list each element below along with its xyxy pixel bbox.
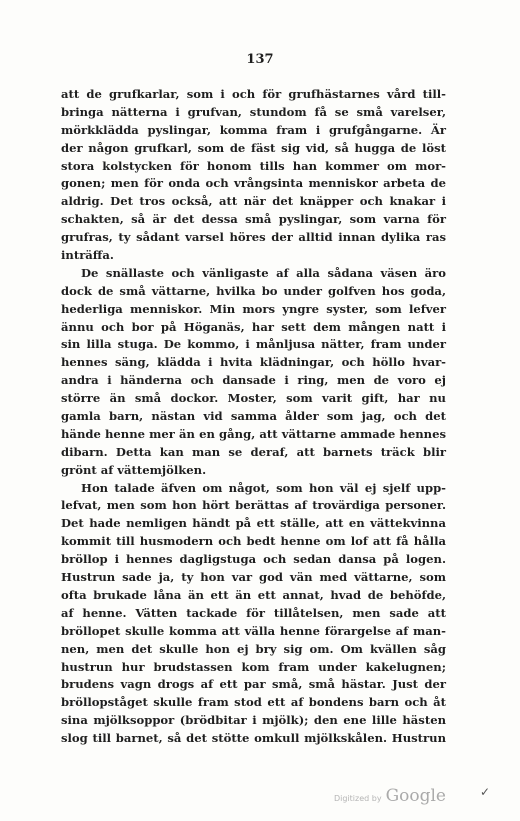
google-logo: Google: [385, 786, 446, 806]
body-text: [61, 86, 446, 748]
text-line: ännu och bor på Höganäs, har sett dem mången natt i: [61, 319, 446, 334]
text-line: hederliga menniskor. Min mors yngre syster, som lefver: [61, 301, 446, 316]
text-line: dock de små vättarne, hvilka bo under golfven hos goda,: [61, 283, 446, 298]
text-line: hände henne mer än en gång, att vättarne ammade hennes: [61, 426, 446, 441]
text-line: slog till barnet, så det stötte omkull mjölkskålen. Hustrun: [61, 731, 446, 746]
text-line: bröllop i hennes dagligstuga och sedan dansa på logen.: [61, 552, 446, 567]
text-line: lefvat, men som hon hört berättas af trovärdiga personer.: [61, 498, 446, 513]
text-line: brudens vagn drogs af ett par små, små hästar. Just der: [61, 677, 446, 692]
text-line: aldrig. Det tros också, att när det knäpper och knakar i: [61, 194, 446, 209]
text-line: andra i händerna och dansade i ring, men de voro ej: [61, 373, 446, 388]
text-line: bringa nätterna i grufvan, stundom få se små varelser,: [61, 104, 446, 119]
text-line: af henne. Vätten tackade för tillåtelsen, men sade att: [61, 605, 446, 620]
text-line: Hustrun sade ja, ty hon var god vän med vättarne, som: [61, 570, 446, 585]
text-line: större än små dockor. Moster, som varit gift, har nu: [61, 391, 446, 406]
text-line: De snällaste och vänligaste af alla sådana väsen äro: [81, 265, 446, 280]
text-line: gonen; men för onda och vrångsinta menniskor arbeta de: [61, 176, 446, 191]
text-line: hustrun hur brudstassen kom fram under kakelugnen;: [61, 659, 446, 674]
text-line: grufras, ty sådant varsel höres der alltid innan dylika ras: [61, 230, 446, 245]
text-line: hennes säng, klädda i hvita klädningar, och höllo hvar-: [61, 355, 446, 370]
margin-mark: ✓: [480, 785, 491, 799]
text-line: sina mjölksoppor (brödbitar i mjölk); den ene lille hästen: [61, 713, 446, 728]
text-line: sin lilla stuga. De kommo, i månljusa nätter, fram under: [61, 337, 446, 352]
text-line: nen, men det skulle hon ej bry sig om. Om kvällen såg: [61, 641, 446, 656]
text-line: bröllopståget skulle fram stod ett af bondens barn och åt: [61, 695, 446, 710]
text-line: grönt af vättemjölken.: [61, 462, 207, 477]
text-line: Det hade nemligen händt på ett ställe, att en vättekvinna: [61, 516, 446, 531]
digitization-watermark: [334, 786, 446, 806]
text-line: ofta brukade låna än ett än ett annat, hvad de behöfde,: [61, 587, 446, 602]
text-line: schakten, så är det dessa små pyslingar, som varna för: [61, 212, 446, 227]
text-line: dibarn. Detta kan man se deraf, att barnets träck blir: [61, 444, 446, 459]
text-line: stora kolstycken för honom tills han kommer om mor-: [61, 158, 446, 173]
page-number: 137: [246, 52, 274, 67]
text-line: Hon talade äfven om något, som hon väl ej sjelf upp-: [81, 480, 446, 495]
text-line: gamla barn, nästan vid samma ålder som jag, och det: [61, 409, 446, 424]
text-line: mörkklädda pyslingar, komma fram i grufgångarne. Är: [61, 122, 446, 137]
text-line: bröllopet skulle komma att välla henne förargelse af man-: [61, 623, 446, 638]
text-line: inträffa.: [61, 248, 114, 263]
text-line: att de grufkarlar, som i och för grufhästarnes vård till-: [61, 87, 446, 101]
watermark-label: Digitized by: [333, 794, 382, 803]
text-line: kommit till husmodern och bedt henne om lof att få hålla: [61, 534, 446, 549]
text-line: der någon grufkarl, som de fäst sig vid, så hugga de löst: [61, 140, 446, 155]
